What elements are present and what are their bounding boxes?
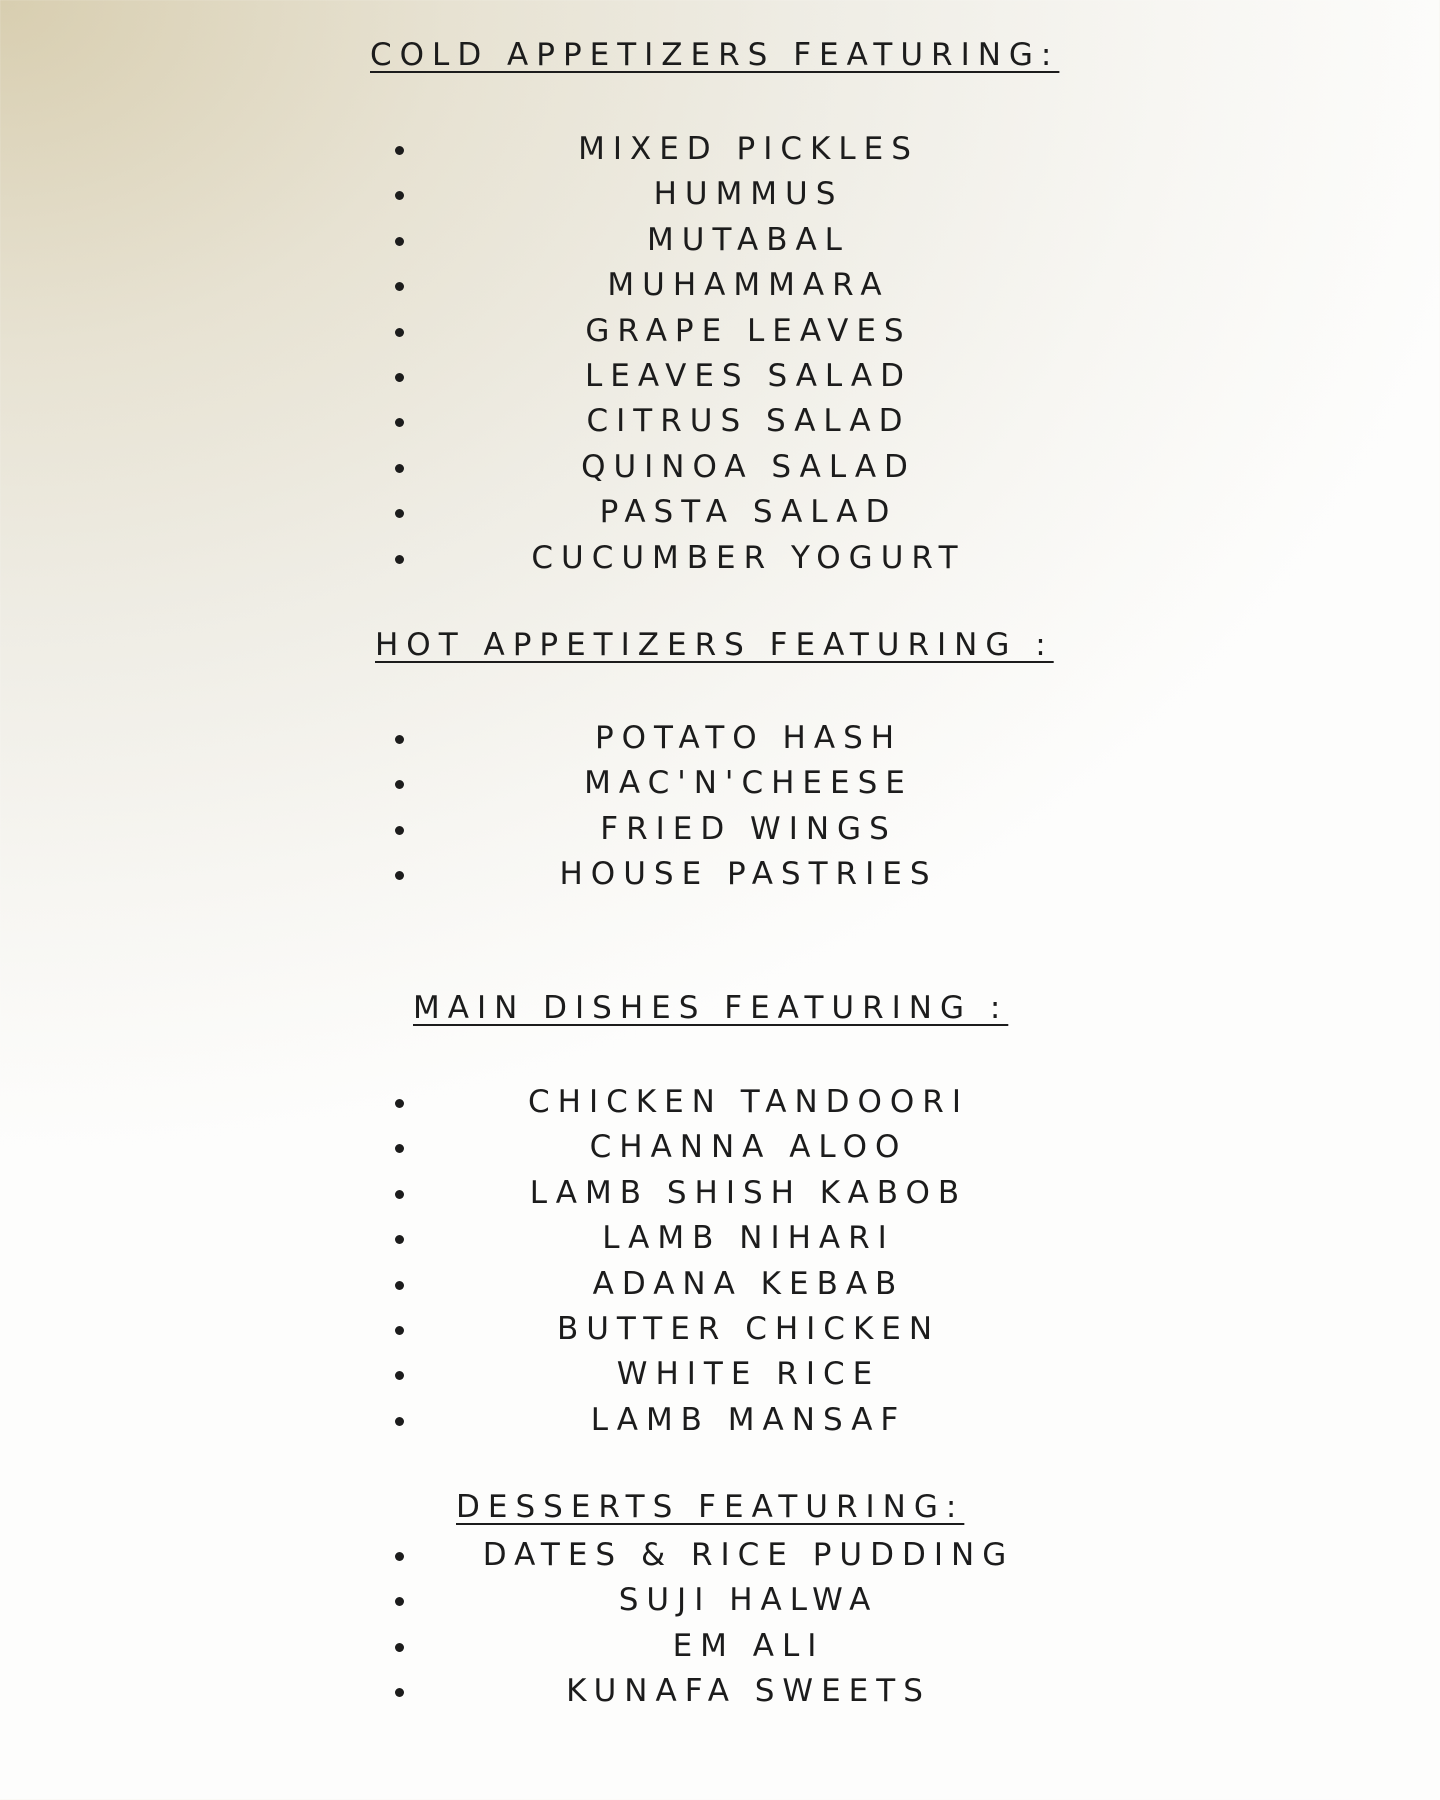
list-item: MIXED PICKLES (0, 127, 1440, 172)
list-item: QUINOA SALAD (0, 445, 1440, 490)
list-item: HUMMUS (0, 172, 1440, 217)
list-item: CUCUMBER YOGURT (0, 536, 1440, 581)
desserts-list (0, 1533, 1440, 1715)
cold-appetizers-list (0, 127, 1440, 581)
main-dishes-heading: MAIN DISHES FEATURING : (413, 990, 1009, 1026)
list-item: HOUSE PASTRIES (0, 852, 1440, 897)
list-item: LAMB MANSAF (0, 1398, 1440, 1443)
list-item: CHANNA ALOO (0, 1125, 1440, 1170)
list-item: FRIED WINGS (0, 807, 1440, 852)
list-item: WHITE RICE (0, 1352, 1440, 1397)
hot-appetizers-heading: HOT APPETIZERS FEATURING : (375, 627, 1054, 663)
list-item: POTATO HASH (0, 716, 1440, 761)
list-item: SUJI HALWA (0, 1578, 1440, 1623)
main-dishes-list (0, 1080, 1440, 1443)
list-item: MUHAMMARA (0, 263, 1440, 308)
list-item: GRAPE LEAVES (0, 309, 1440, 354)
list-item: ADANA KEBAB (0, 1262, 1440, 1307)
list-item: LAMB NIHARI (0, 1216, 1440, 1261)
list-item: CITRUS SALAD (0, 399, 1440, 444)
list-item: MUTABAL (0, 218, 1440, 263)
list-item: DATES & RICE PUDDING (0, 1533, 1440, 1578)
list-item: BUTTER CHICKEN (0, 1307, 1440, 1352)
list-item: KUNAFA SWEETS (0, 1669, 1440, 1714)
list-item: LAMB SHISH KABOB (0, 1171, 1440, 1216)
list-item: EM ALI (0, 1624, 1440, 1669)
list-item: MAC'N'CHEESE (0, 761, 1440, 806)
desserts-heading: DESSERTS FEATURING: (456, 1489, 965, 1525)
list-item: CHICKEN TANDOORI (0, 1080, 1440, 1125)
list-item: PASTA SALAD (0, 490, 1440, 535)
hot-appetizers-list (0, 716, 1440, 898)
list-item: LEAVES SALAD (0, 354, 1440, 399)
cold-appetizers-heading: COLD APPETIZERS FEATURING: (370, 37, 1060, 73)
